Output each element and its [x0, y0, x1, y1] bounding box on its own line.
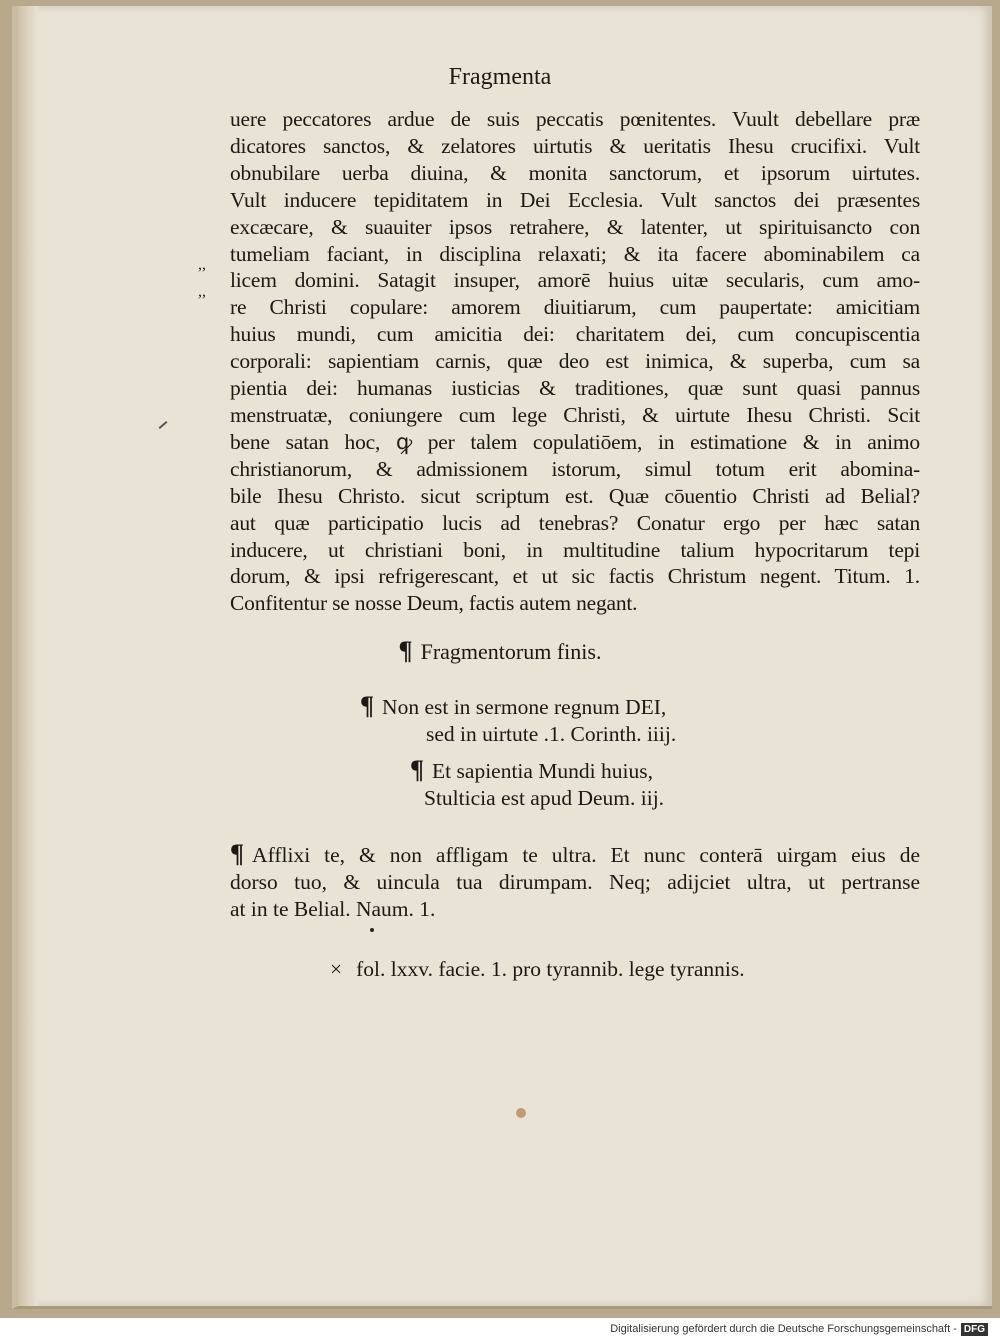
pilcrow-icon: ¶ [410, 755, 425, 784]
text-line: huius mundi, cum amicitia dei: charitatem dei, cum concupiscentia [230, 322, 920, 347]
text-line: bile Ihesu Christo. sicut scriptum est. Quæ cōuentio Christi ad Belial? [230, 483, 920, 508]
quote-line: Et sapientia Mundi huius, [432, 759, 653, 783]
pilcrow-icon: ¶ [360, 691, 375, 720]
paper-stain [516, 1108, 526, 1118]
text-line: excæcare, & suauiter ipsos retrahere, & latenter, ut spirituisancto con [230, 214, 920, 239]
decorative-dot [370, 928, 374, 932]
text-line: uere peccatores ardue de suis peccatis pœnitentes. Vuult debellare præ [230, 107, 920, 131]
text-line: christianorum, & admissionem istorum, simul totum erit abomina- [230, 456, 920, 481]
text-line: dorum, & ipsi refrigerescant, et ut sic factis Christum negent. Titum. 1. [230, 564, 920, 589]
text-line: inducere, ut christiani boni, in multitudine talium hypocritarum tepi [230, 537, 920, 562]
text-line: obnubilare uerba diuina, & monita sanctorum, et ipsorum uirtutes. [230, 160, 920, 185]
quote-nahum [230, 840, 920, 923]
quote-corinthians [360, 692, 676, 748]
quote-line: dorso tuo, & uincula tua dirumpam. Neq; adijciet ultra, ut pertranse [230, 870, 920, 894]
text-line: Confitentur se nosse Deum, factis autem negant. [230, 591, 638, 616]
text-line: pientia dei: humanas iusticias & traditiones, quæ sunt quasi pannus [230, 376, 920, 401]
fragments-end-heading [0, 636, 1000, 666]
cross-mark-icon: × [330, 957, 343, 981]
erratum-note [330, 956, 745, 983]
quote-line: Stulticia est apud Deum. iij. [424, 786, 665, 810]
digitization-footer [610, 1322, 988, 1336]
main-text-block [230, 106, 920, 617]
text-line: bene satan hoc, ꝙ per talem copulatiōem, in estimatione & in animo [230, 429, 920, 454]
text-line: re Christi copulare: amorem diuitiarum, cum paupertate: amicitiam [230, 295, 920, 320]
text-line: dicatores sanctos, & zelatores uirtutis & ueritatis Ihesu crucifixi. Vult [230, 133, 920, 158]
text-line: tumeliam faciant, in disciplina relaxati; & ita facere abominabilem ca [230, 241, 920, 266]
quote-line: Non est in sermone regnum DEI, [382, 695, 667, 719]
running-title: Fragmenta [448, 64, 552, 90]
pilcrow-icon: ¶ [230, 840, 245, 868]
pilcrow-icon: ¶ [398, 636, 413, 665]
quote-line: at in te Belial. Naum. 1. [230, 897, 436, 921]
text-line: licem domini. Satagit insuper, amorē huius uitæ secularis, cum amo- [230, 268, 920, 293]
footer-text: Digitalisierung gefördert durch die Deutsche Forschungsgemeinschaft - [610, 1323, 957, 1335]
margin-quote-mark: ,, [198, 256, 206, 273]
quote-line: Afflixi te, & non affligam te ultra. Et nunc conterā uirgam eius de [252, 843, 920, 867]
text-line: corporali: sapientiam carnis, quæ deo est inimica, & superba, cum sa [230, 349, 920, 374]
dfg-logo: DFG [961, 1323, 988, 1336]
text-line: aut quæ participatio lucis ad tenebras? Conatur ergo per hæc satan [230, 510, 920, 535]
erratum-text: fol. lxxv. facie. 1. pro tyrannib. lege tyrannis. [356, 957, 745, 981]
text-line: Vult inducere tepiditatem in Dei Ecclesia. Vult sanctos dei præsentes [230, 187, 920, 212]
quote-sapientia [410, 756, 664, 812]
quote-line: sed in uirtute .1. Corinth. iiij. [426, 722, 677, 746]
fragments-end-text: Fragmentorum finis. [420, 639, 602, 664]
margin-quote-mark: ,, [198, 283, 206, 300]
text-line: menstruatæ, coniungere cum lege Christi, & uirtute Ihesu Christi. Scit [230, 402, 920, 427]
